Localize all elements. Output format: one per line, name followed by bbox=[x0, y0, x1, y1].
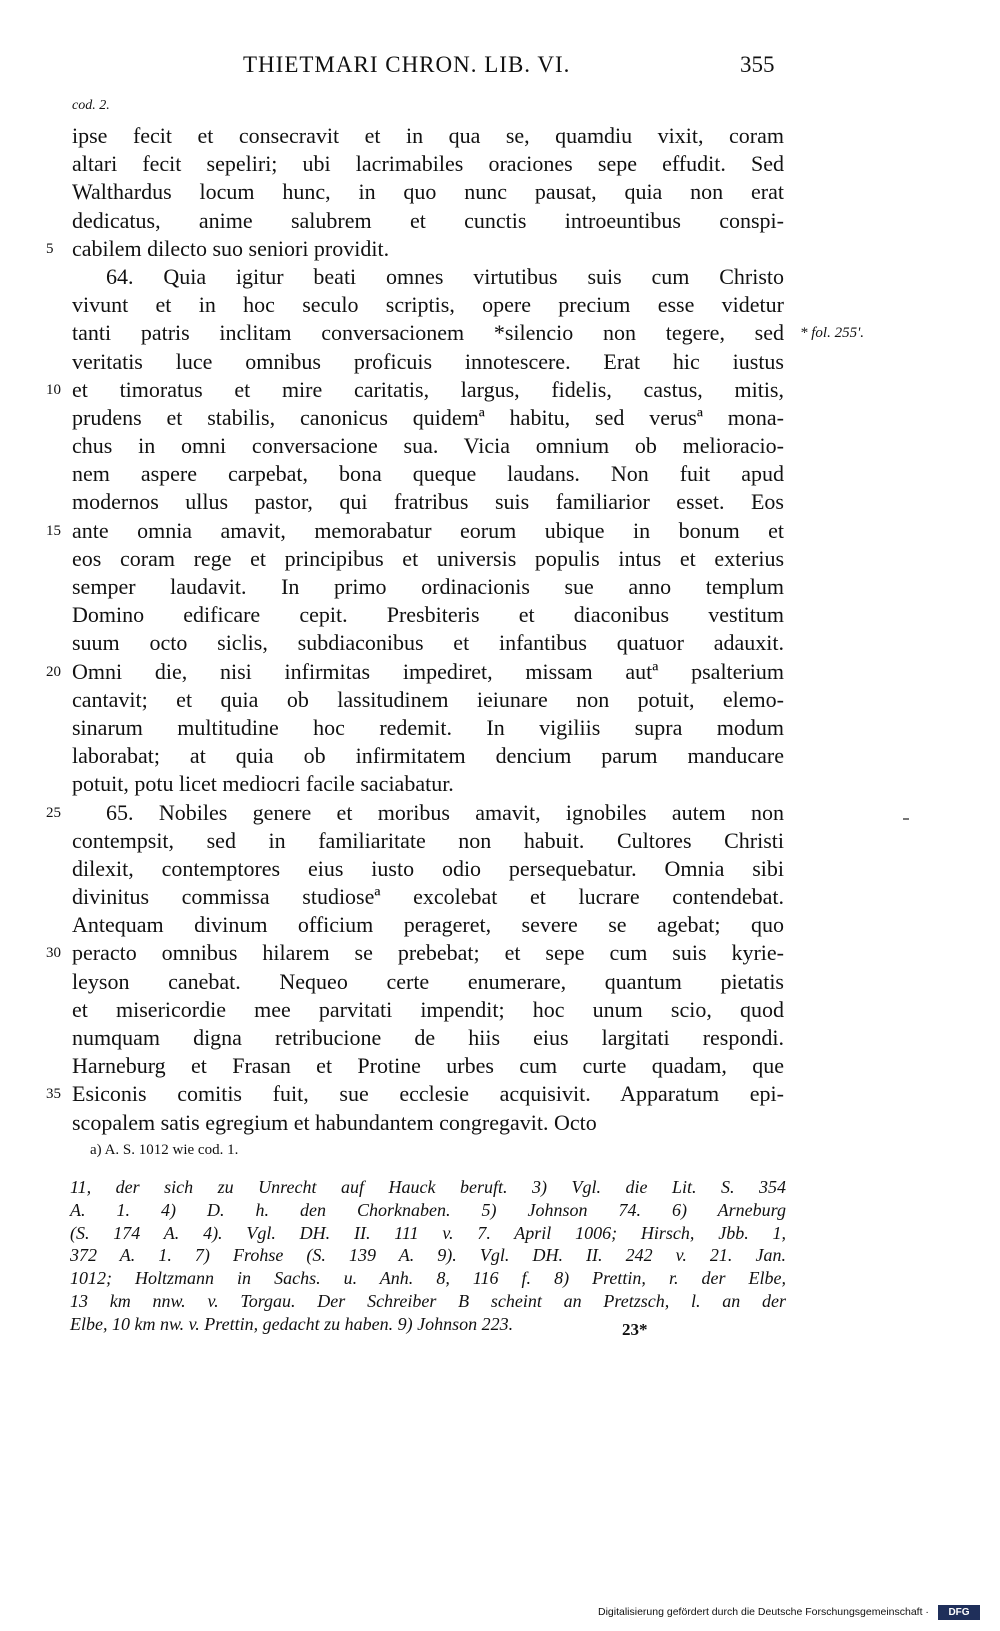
signature-mark: 23* bbox=[622, 1320, 648, 1339]
text-line bbox=[72, 460, 784, 488]
line-number: 20 bbox=[46, 663, 61, 680]
line-text: potuit, potu licet mediocri facile saciabatur. bbox=[72, 771, 454, 797]
running-title: THIETMARI CHRON. LIB. VI. bbox=[243, 52, 571, 77]
line-number: 30 bbox=[46, 945, 61, 962]
text-line bbox=[72, 996, 784, 1024]
line-text: cantavit; et quia ob lassitudinem ieiunare non potuit, elemo- bbox=[72, 686, 784, 712]
line-text: vivunt et in hoc seculo scriptis, opere precium esse videtur bbox=[72, 292, 784, 318]
line-text: dedicatus, anime salubrem et cunctis introeuntibus conspi- bbox=[72, 207, 784, 233]
text-line bbox=[46, 517, 784, 545]
text-line bbox=[72, 770, 784, 798]
margin-note-folio: * fol. 255'. bbox=[800, 325, 865, 341]
text-line bbox=[72, 629, 784, 657]
line-text: divinitus commissa studioseª excolebat et lucrare contendebat. bbox=[72, 884, 784, 910]
line-text: scopalem satis egregium et habundantem congregavit. Octo bbox=[72, 1109, 597, 1135]
text-line bbox=[72, 432, 784, 460]
text-line bbox=[72, 122, 784, 150]
text-line bbox=[72, 404, 784, 432]
critical-apparatus: a) A. S. 1012 wie cod. 1. bbox=[90, 1142, 239, 1158]
footnotes bbox=[70, 1176, 786, 1336]
line-text: nem aspere carpebat, bona queque laudans. Non fuit apud bbox=[72, 461, 784, 487]
line-text: Domino edificare cepit. Presbiteris et diaconibus vestitum bbox=[72, 602, 784, 628]
line-number: 25 bbox=[46, 804, 61, 821]
text-line bbox=[72, 291, 784, 319]
line-text: cabilem dilecto suo seniori providit. bbox=[72, 235, 390, 261]
line-text: modernos ullus pastor, qui fratribus suis familiarior esset. Eos bbox=[72, 489, 784, 515]
line-text: ante omnia amavit, memorabatur eorum ubique in bonum et bbox=[72, 517, 784, 543]
line-text: leyson canebat. Nequeo certe enumerare, quantum pietatis bbox=[72, 968, 784, 994]
text-line bbox=[72, 742, 784, 770]
manuscript-label: cod. 2. bbox=[72, 98, 110, 113]
footnote-line: 13 km nnw. v. Torgau. Der Schreiber B scheint an Pretzsch, l. an der bbox=[70, 1290, 786, 1311]
line-text: sinarum multitudine hoc redemit. In vigiliis supra modum bbox=[72, 714, 784, 740]
text-line bbox=[72, 573, 784, 601]
line-text: numquam digna retribucione de hiis eius largitati respondi. bbox=[72, 1025, 784, 1050]
text-line bbox=[46, 376, 784, 404]
text-line bbox=[72, 968, 784, 996]
running-head bbox=[0, 52, 1000, 84]
line-number: 35 bbox=[46, 1086, 61, 1103]
line-text: eos coram rege et principibus et universis populis intus et exterius bbox=[72, 545, 784, 571]
line-text: contempsit, sed in familiaritate non habuit. Cultores Christi bbox=[72, 827, 784, 853]
line-text: peracto omnibus hilarem se prebebat; et sepe cum suis kyrie- bbox=[72, 940, 784, 966]
line-text: Harneburg et Frasan et Protine urbes cum curte quadam, que bbox=[72, 1053, 784, 1079]
dfg-logo: DFG bbox=[938, 1605, 980, 1620]
footer-credit: Digitalisierung gefördert durch die Deutsche Forschungsgemeinschaft · bbox=[598, 1606, 929, 1618]
text-line bbox=[72, 855, 784, 883]
text-line bbox=[72, 1024, 784, 1052]
footnote-line: 1012; Holtzmann in Sachs. u. Anh. 8, 116 f. 8) Prettin, r. der Elbe, bbox=[70, 1268, 786, 1289]
footnote-line: (S. 174 A. 4). Vgl. DH. II. 111 v. 7. April 1006; Hirsch, Jbb. 1, bbox=[70, 1222, 786, 1243]
line-text: ipse fecit et consecravit et in qua se, quamdiu vixit, coram bbox=[72, 123, 784, 148]
line-text: prudens et stabilis, canonicus quidemª habitu, sed verusª mona- bbox=[72, 404, 784, 430]
text-line bbox=[72, 545, 784, 573]
line-text: Esiconis comitis fuit, sue ecclesie acquisivit. Apparatum epi- bbox=[72, 1081, 784, 1107]
line-text: chus in omni conversacione sua. Vicia omnium ob melioracio- bbox=[72, 433, 784, 459]
line-text: altari fecit sepeliri; ubi lacrimabiles oraciones sepe effudit. Sed bbox=[72, 151, 784, 177]
main-text bbox=[46, 122, 784, 1137]
line-text: dilexit, contemptores eius iusto odio persequebatur. Omnia sibi bbox=[72, 855, 784, 881]
text-line bbox=[72, 601, 784, 629]
text-line bbox=[72, 207, 784, 235]
line-text: et misericordie mee parvitati impendit; hoc unum scio, quod bbox=[72, 996, 784, 1022]
text-line bbox=[72, 488, 784, 516]
text-line bbox=[72, 827, 784, 855]
line-text: laborabat; at quia ob infirmitatem dencium parum manducare bbox=[72, 743, 784, 769]
text-line bbox=[46, 658, 784, 686]
line-text: tanti patris inclitam conversacionem *silencio non tegere, sed bbox=[72, 320, 784, 346]
line-text: suum octo siclis, subdiaconibus et infantibus quatuor adauxit. bbox=[72, 630, 784, 656]
line-number: 5 bbox=[46, 240, 54, 257]
line-number: 10 bbox=[46, 381, 61, 398]
text-line bbox=[72, 319, 784, 347]
line-text: Antequam divinum officium perageret, severe se agebat; quo bbox=[72, 912, 784, 938]
text-line bbox=[72, 150, 784, 178]
text-line bbox=[46, 1080, 784, 1108]
footnote-line: 372 A. 1. 7) Frohse (S. 139 A. 9). Vgl. DH. II. 242 v. 21. Jan. bbox=[70, 1245, 786, 1266]
line-text: Walthardus locum hunc, in quo nunc pausat, quia non erat bbox=[72, 179, 784, 205]
page-number: 355 bbox=[740, 52, 775, 77]
text-line bbox=[46, 939, 784, 967]
line-text: 65. Nobiles genere et moribus amavit, ignobiles autem non bbox=[106, 799, 784, 825]
text-line bbox=[72, 348, 784, 376]
text-line bbox=[72, 1109, 784, 1137]
text-line bbox=[72, 263, 784, 291]
footnote-line: Elbe, 10 km nw. v. Prettin, gedacht zu haben. 9) Johnson 223. bbox=[70, 1313, 514, 1334]
text-line bbox=[72, 883, 784, 911]
line-text: semper laudavit. In primo ordinacionis sue anno templum bbox=[72, 574, 784, 599]
text-line bbox=[46, 799, 784, 827]
line-number: 15 bbox=[46, 522, 61, 539]
text-line bbox=[72, 1052, 784, 1080]
text-line bbox=[72, 686, 784, 714]
line-text: 64. Quia igitur beati omnes virtutibus suis cum Christo bbox=[106, 263, 784, 289]
margin-dash-mark bbox=[903, 818, 909, 820]
footnote-line: 11, der sich zu Unrecht auf Hauck beruft. 3) Vgl. die Lit. S. 354 bbox=[70, 1177, 786, 1197]
line-text: veritatis luce omnibus proficuis innotescere. Erat hic iustus bbox=[72, 348, 784, 374]
text-line bbox=[46, 235, 784, 263]
text-line bbox=[72, 911, 784, 939]
line-text: Omni die, nisi infirmitas impediret, missam autª psalterium bbox=[72, 658, 784, 684]
footnote-line: A. 1. 4) D. h. den Chorknaben. 5) Johnson 74. 6) Arneburg bbox=[70, 1199, 786, 1220]
text-line bbox=[72, 714, 784, 742]
line-text: et timoratus et mire caritatis, largus, fidelis, castus, mitis, bbox=[72, 376, 784, 402]
text-line bbox=[72, 178, 784, 206]
